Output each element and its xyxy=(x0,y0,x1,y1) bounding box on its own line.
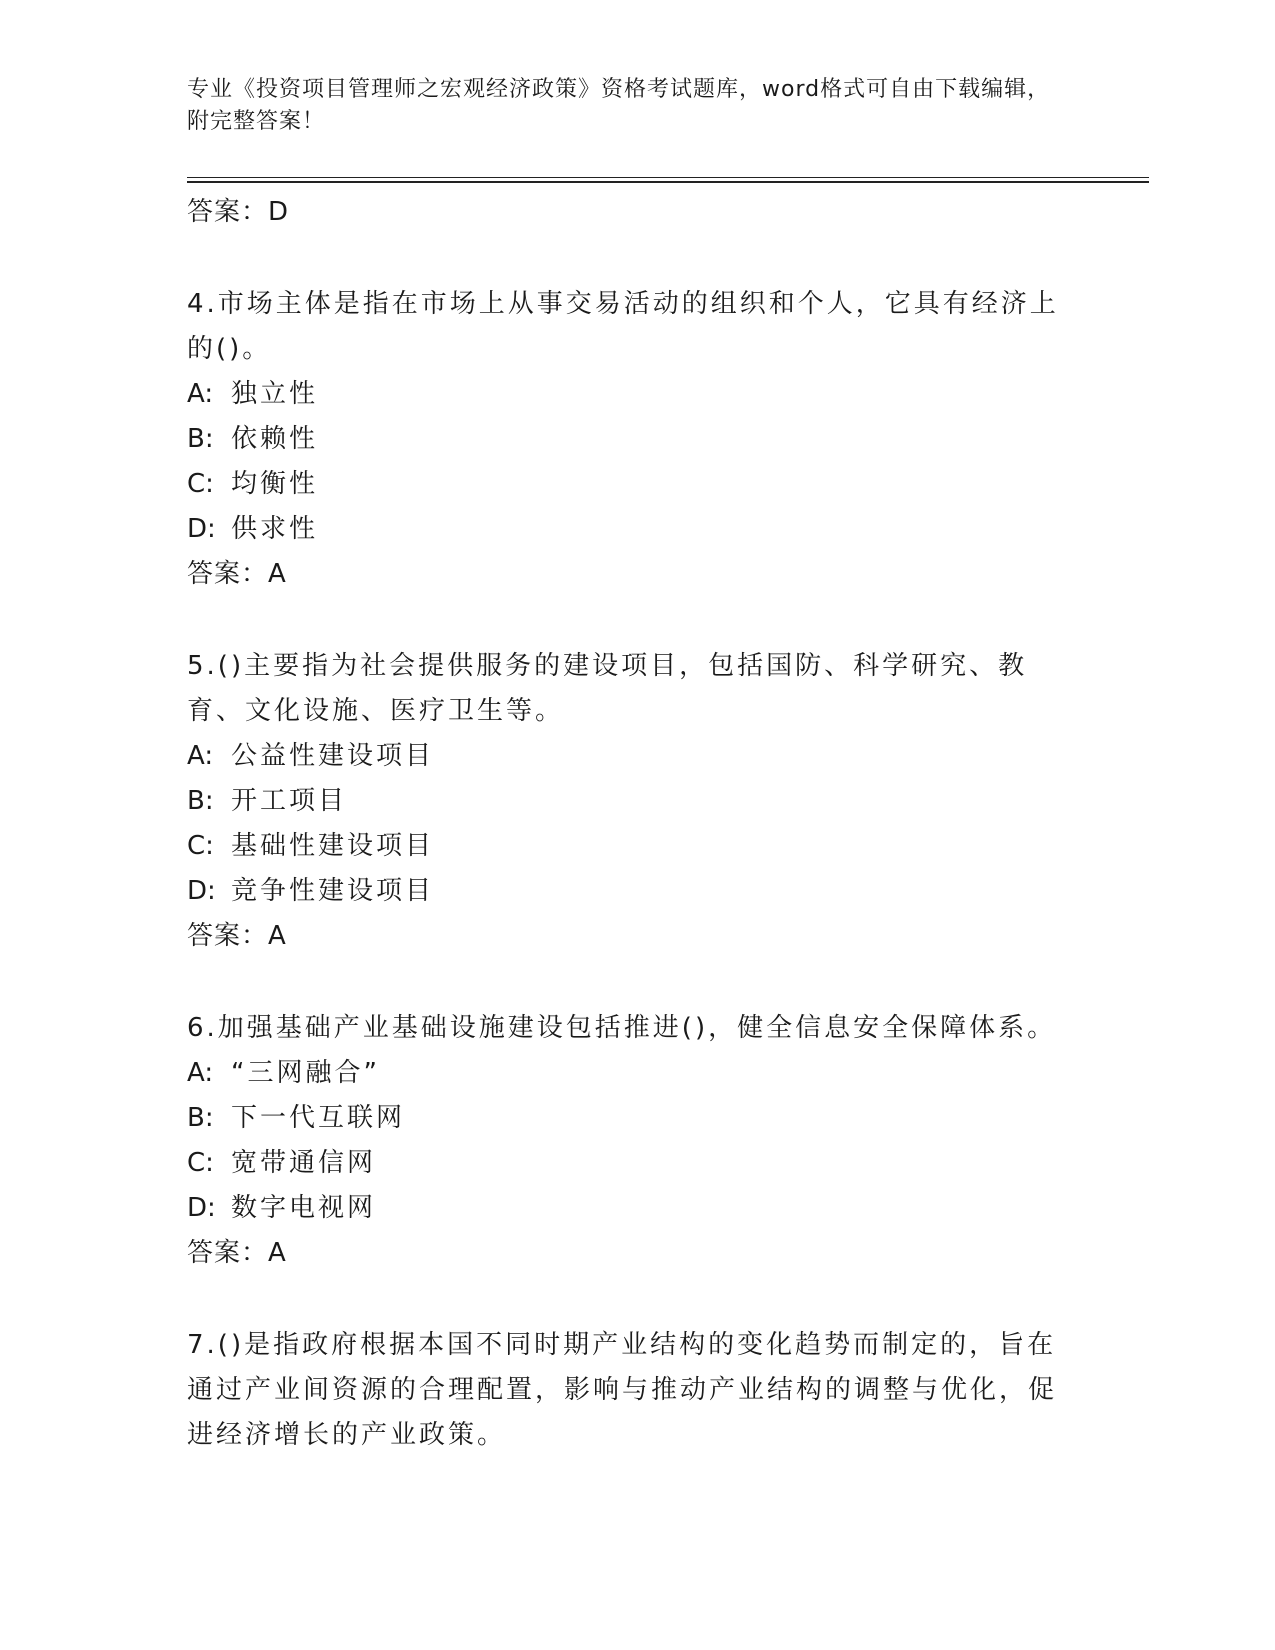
option-key: C: xyxy=(187,1148,214,1178)
option-text: 公益性建设项目 xyxy=(231,741,435,771)
header-divider-thick xyxy=(187,181,1149,183)
option-text: 宽带通信网 xyxy=(231,1148,377,1178)
option-key: B: xyxy=(187,1103,214,1133)
question-text: 5.()主要指为社会提供服务的建设项目，包括国防、科学研究、教育、文化设施、医疗卫生等。 xyxy=(187,651,1028,726)
answer-line xyxy=(187,914,1067,959)
option-a xyxy=(187,1051,1067,1096)
question-text: 6.加强基础产业基础设施建设包括推进()，健全信息安全保障体系。 xyxy=(187,1013,1057,1043)
option-b xyxy=(187,417,1067,462)
option-b xyxy=(187,779,1067,824)
answer-line xyxy=(187,190,1067,235)
option-text: 基础性建设项目 xyxy=(231,831,435,861)
option-text: 竞争性建设项目 xyxy=(231,876,435,906)
answer-line xyxy=(187,552,1067,597)
option-d xyxy=(187,869,1067,914)
answer-prefix: 答案： xyxy=(187,197,269,227)
answer-prefix: 答案： xyxy=(187,1238,269,1268)
option-key: B: xyxy=(187,786,214,816)
question-text: 4.市场主体是指在市场上从事交易活动的组织和个人，它具有经济上的()。 xyxy=(187,289,1059,364)
option-key: A: xyxy=(187,1058,214,1088)
option-key: C: xyxy=(187,469,214,499)
answer-value: A xyxy=(268,921,287,951)
option-key: D: xyxy=(187,1193,216,1223)
option-key: D: xyxy=(187,876,216,906)
option-key: A: xyxy=(187,379,214,409)
document-header: 专业《投资项目管理师之宏观经济政策》资格考试题库，word格式可自由下载编辑，附完整答案！ xyxy=(187,77,1051,134)
option-key: B: xyxy=(187,424,214,454)
option-key: A: xyxy=(187,741,214,771)
option-d xyxy=(187,507,1067,552)
option-c xyxy=(187,824,1067,869)
answer-prefix: 答案： xyxy=(187,921,269,951)
option-a xyxy=(187,372,1067,417)
header-divider-thin xyxy=(187,177,1149,178)
option-c xyxy=(187,462,1067,507)
option-b xyxy=(187,1096,1067,1141)
option-key: C: xyxy=(187,831,214,861)
option-text: “三网融合” xyxy=(231,1058,380,1088)
question-block xyxy=(187,1323,1067,1458)
option-text: 依赖性 xyxy=(231,424,319,454)
option-c xyxy=(187,1141,1067,1186)
question-list xyxy=(187,190,1067,1458)
answer-value: A xyxy=(268,1238,287,1268)
question-block xyxy=(187,1006,1067,1276)
answer-value: A xyxy=(268,559,287,589)
option-text: 供求性 xyxy=(231,514,319,544)
option-text: 均衡性 xyxy=(231,469,319,499)
option-d xyxy=(187,1186,1067,1231)
answer-line xyxy=(187,1231,1067,1276)
option-text: 下一代互联网 xyxy=(231,1103,406,1133)
option-text: 数字电视网 xyxy=(231,1193,377,1223)
option-key: D: xyxy=(187,514,216,544)
answer-prefix: 答案： xyxy=(187,559,269,589)
option-text: 独立性 xyxy=(231,379,319,409)
answer-value: D xyxy=(268,197,290,227)
question-block xyxy=(187,282,1067,597)
question-text: 7.()是指政府根据本国不同时期产业结构的变化趋势而制定的，旨在通过产业间资源的合理配置，影响与推动产业结构的调整与优化，促进经济增长的产业政策。 xyxy=(187,1330,1058,1450)
question-block xyxy=(187,644,1067,959)
option-a xyxy=(187,734,1067,779)
option-text: 开工项目 xyxy=(231,786,348,816)
